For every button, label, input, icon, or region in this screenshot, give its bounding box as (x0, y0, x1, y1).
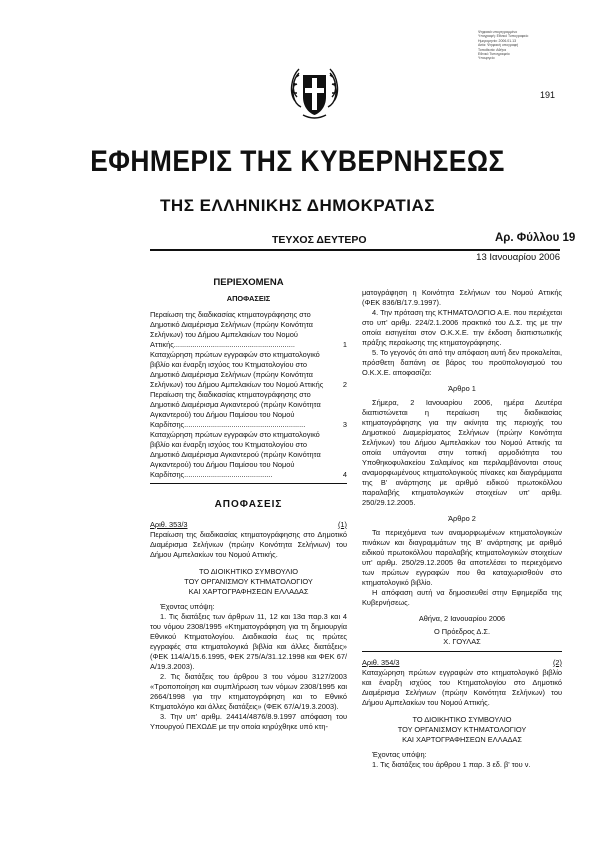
decision-ref-number: Αριθ. 353/3 (150, 519, 188, 529)
authority-line: ΤΟΥ ΟΡΓΑΝΙΣΜΟΥ ΚΤΗΜΑΤΟΛΟΓΙΟΥ (397, 724, 527, 734)
toc-entry-text: Καταχώρηση πρώτων εγγραφών στο κτηματολογικό βιβλίο και έναρξη ισχύος του Κτηματολογίου στο Δημοτικό Διαμέρισμα Σελήνιων (πρώην Κοινότητα Σελήνιων) του Δήμου Αμπελακίων του Νομού Αττικής (150, 350, 324, 389)
toc-entry-text: Καταχώρηση πρώτων εγγραφών στο κτηματολογικό βιβλίο και έναρξη ισχύος του Κτηματολογίου στο Δημοτικό Διαμέρισμα Αγκαντερού (πρώην Κοινότητα Αγκαντερού) του Δήμου Παμίσου του Νομού Καρδίτσης........................................... (150, 430, 321, 479)
toc-entry[interactable] (150, 310, 347, 350)
issue-label: ΤΕΥΧΟΣ ΔΕΥΤΕΡΟ (272, 234, 367, 246)
stamp-line: Τοποθεσία: Αθήνα (478, 47, 507, 52)
digital-signature-stamp (478, 30, 529, 61)
stamp-line: Υπογραφή: Εθνικό Τυπογραφείο (478, 34, 529, 39)
decision-index: (1) (337, 519, 347, 529)
toc-entry-page: 2 (342, 380, 347, 389)
signer-name: Χ. ΓΟΥΛΑΣ (443, 637, 481, 646)
decision-1-authority (150, 567, 347, 597)
authority-line: ΤΟΥ ΟΡΓΑΝΙΣΜΟΥ ΚΤΗΜΑΤΟΛΟΓΙΟΥ (184, 576, 313, 586)
left-column (150, 278, 347, 732)
article-1-heading: Άρθρο 1 (448, 384, 476, 393)
decision-2-title: Καταχώρηση πρώτων εγγραφών στο κτηματολογικό βιβλίο και έναρξη ισχύος του Κτηματολογίου στο Δημοτικό Διαμέρισμα Σελήνιων (πρώην Κοινότητα Σελήνιων) του Δήμου Αμπελακίων του Νομού Αττικής. (362, 667, 562, 707)
toc-entry-text: Περαίωση της διαδικασίας κτηματογράφησης στο Δημοτικό Διαμέρισμα Σελήνιων (πρώην Κοινότητα Σελήνιων) του Δήμου Αμπελακίων του Νομού Αττικής........................................................... (150, 310, 313, 349)
header-rule (150, 249, 560, 251)
considering-label: Έχοντας υπόψη: (160, 601, 215, 611)
article-2-heading: Άρθρο 2 (448, 514, 476, 523)
point-4: 4. Την πρόταση της ΚΤΗΜΑΤΟΛΟΓΙΟ Α.Ε. που περιέχεται στο υπ' αριθμ. 224/2.1.2006 πρακτικό του Δ.Σ. της με την οποία εισηγείται στον Ο.Κ.Χ.Ε. την έκδοση διαπιστωτικής πράξης περαίωσης της κτηματογράφησης. (362, 308, 562, 347)
decision-2-point: 1. Τις διατάξεις του άρθρου 1 παρ. 3 εδ. β' του ν. (372, 759, 531, 769)
issue-date: 13 Ιανουαρίου 2006 (476, 252, 560, 263)
stamp-line: Ψηφιακά υπογεγραμμένο (478, 30, 518, 34)
toc-entry-page: 4 (342, 470, 347, 479)
toc-entry[interactable] (150, 390, 347, 430)
gazette-title: ΕΦΗΜΕΡΙΣ ΤΗΣ ΚΥΒΕΡΝΗΣΕΩΣ (90, 145, 505, 178)
decision-2-ref (362, 658, 562, 668)
right-column (362, 288, 562, 770)
toc-entry-text: Περαίωση της διαδικασίας κτηματογράφησης στο Δημοτικό Διαμέρισμα Αγκαντερού (πρώην Κοινότητα Αγκαντερού) του Δήμου Παμίσου του Νομού Καρδίτσης........................................................... (150, 390, 321, 429)
toc-heading: ΠΕΡΙΕΧΟΜΕΝΑ (213, 277, 284, 288)
publish-text: Η απόφαση αυτή να δημοσιευθεί στην Εφημερίδα της Κυβερνήσεως. (362, 588, 562, 607)
decision-ref-number: Αριθ. 354/3 (362, 657, 400, 667)
coat-of-arms-icon (289, 63, 340, 121)
stamp-line: Εθνικό Τυπογραφείο (478, 52, 510, 57)
toc-rule (150, 483, 347, 484)
stamp-line: Αιτία: Ψηφιακή υπογραφή (478, 43, 519, 48)
decision-index: (2) (552, 657, 562, 667)
authority-line: ΤΟ ΔΙΟΙΚΗΤΙΚΟ ΣΥΜΒΟΥΛΙΟ (412, 714, 512, 724)
authority-line: ΚΑΙ ΧΑΡΤΟΓΡΑΦΗΣΕΩΝ ΕΛΛΑΔΑΣ (188, 586, 309, 596)
place-date: Αθήνα, 2 Ιανουαρίου 2006 (418, 614, 506, 623)
considering-label: Έχοντας υπόψη: (372, 749, 427, 759)
toc-entry[interactable] (150, 350, 347, 390)
point-5: 5. Το γεγονός ότι από την απόφαση αυτή δεν προκαλείται, πρόσθετη δαπάνη σε βάρος του προϋπολογισμού του Ο.Κ.Χ.Ε. αποφασίζει: (362, 348, 562, 377)
gazette-subtitle: ΤΗΣ ΕΛΛΗΝΙΚΗΣ ΔΗΜΟΚΡΑΤΙΑΣ (160, 196, 435, 215)
signer-title: Ο Πρόεδρος Δ.Σ. (434, 627, 490, 636)
toc-entry-page: 3 (342, 420, 347, 429)
decision-1-ref (150, 520, 347, 530)
decision-2-authority (362, 715, 562, 745)
page-number: 191 (540, 90, 556, 100)
decision-1-point: 2. Τις διατάξεις του άρθρου 3 του νόμου 3127/2003 «Τροποποίηση και συμπλήρωση των νόμων 2308/1995 και 2664/1998 για την κτηματογράφηση και το Εθνικό Κτηματολόγιο και άλλες διατάξεις» (ΦΕΚ 67/Α/19.3.2003). (150, 671, 347, 711)
decision-1-point: 1. Τις διατάξεις των άρθρων 11, 12 και 13α παρ.3 και 4 του νόμου 2308/1995 «Κτηματογράφηση για τη δημιουργία Εθνικού Κτηματολογίου. Διαδικασία έως τις πρώτες εγγραφές στα κτηματολογικά βιβλία και άλλες διατάξεις» (ΦΕΚ 114/Α/15.6.1995, ΦΕΚ 275/Α/31.12.1998 και ΦΕΚ 67/Α/19.3.2003). (150, 611, 347, 671)
decision-separator (362, 651, 562, 652)
article-2-text: Τα περιεχόμενα των αναμορφωμένων κτηματολογικών πινάκων και διαγραμμάτων της Β' ανάρτησης με αριθμό ειδικού πρωτοκόλλου παραλαβής κτηματολογικών στοιχείων υπ' αριθμ. 250/29.12.2005 θα αποτελέσει το περιεχόμενο των πρώτων εγγραφών που θα καταχωρισθούν στο κτηματολογικό βιβλίο. (362, 528, 562, 587)
decisions-heading: ΑΠΟΦΑΣΕΙΣ (214, 498, 283, 510)
decision-1-point: 3. Την υπ' αριθμ. 24414/4876/8.9.1997 απόφαση του Υπουργού ΠΕΧΩΔΕ με την οποία κηρύχθηκε υπό κτη- (150, 711, 347, 731)
authority-line: ΤΟ ΔΙΟΙΚΗΤΙΚΟ ΣΥΜΒΟΥΛΙΟ (198, 566, 299, 576)
authority-line: ΚΑΙ ΧΑΡΤΟΓΡΑΦΗΣΕΩΝ ΕΛΛΑΔΑΣ (402, 734, 522, 744)
toc-entry[interactable] (150, 430, 347, 480)
continuation-text: ματογράφηση η Κοινότητα Σελήνιων του Νομού Αττικής (ΦΕΚ 836/Β/17.9.1997). (362, 288, 562, 307)
stamp-line: Ημερομηνία: 2006.01.13 (478, 38, 517, 43)
sheet-number: Αρ. Φύλλου 19 (495, 232, 576, 244)
decision-1-title: Περαίωση της διαδικασίας κτηματογράφησης στο Δημοτικό Διαμέρισμα Σελήνιων (πρώην Κοινότητα Σελήνιων) του Δήμου Αμπελακίων του Νομού Αττικής. (150, 529, 347, 559)
toc-subheading: ΑΠΟΦΑΣΕΙΣ (226, 294, 271, 303)
stamp-line: Υπουργείο (478, 56, 495, 61)
toc-entry-page: 1 (342, 340, 347, 349)
article-1-text: Σήμερα, 2 Ιανουαρίου 2006, ημέρα Δευτέρα διαπιστώνεται η περαίωση της διαδικασίας κτηματογράφησης για την ακίνητα της περιοχής του Δημοτικού Διαμερίσματος Σελήνιων (πρώην Κοινότητα Σελήνιων) του Δήμου Αμπελακίων του Νομού Αττικής τα οποία υπάγονται στην τοπική αρμοδιότητα του Υποθηκοφυλακείου Σαλαμίνος και περιλαμβάνονται στους αναμορφωμένους κτηματολογικούς πίνακες και διαγράμματα της Β' ανάρτησης με αριθμό ειδικού πρωτοκόλλου παραλαβής κτηματολογικών στοιχείων υπ' αριθμ. 250/29.12.2005. (362, 398, 562, 507)
